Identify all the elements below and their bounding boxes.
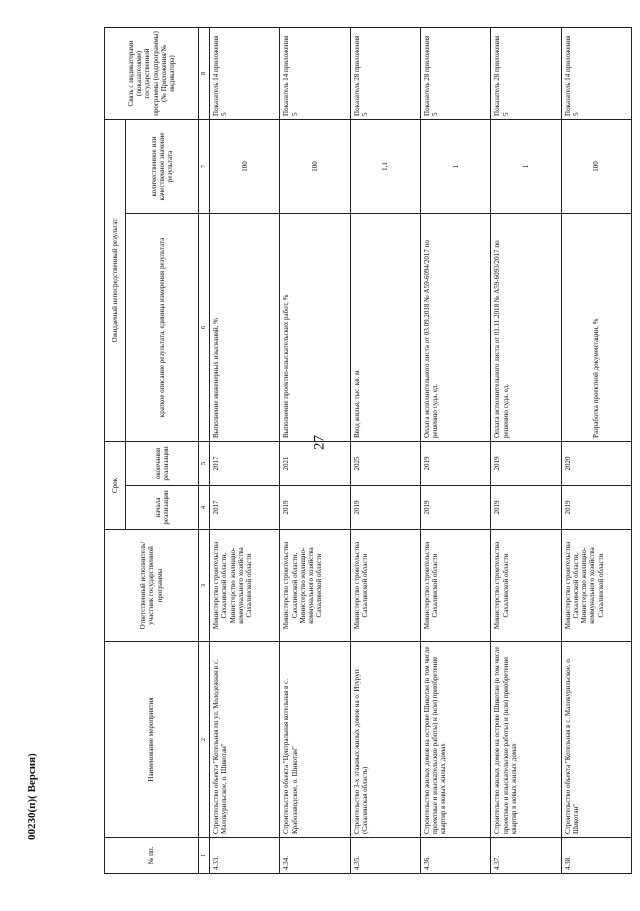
column-number: 2 xyxy=(199,642,210,838)
row-name: Строительство 3-х этажных жилых домов на о. Итуруп (Сахалинская область) xyxy=(350,642,420,838)
row-result-value: 100 xyxy=(280,119,350,213)
table-row xyxy=(420,27,490,873)
header-responsible: Ответственный исполнитель/участник государственной программы xyxy=(105,530,199,642)
table-row xyxy=(561,27,631,873)
document-footer: 00230(п)( Версия) xyxy=(26,753,38,840)
column-number: 7 xyxy=(199,119,210,213)
row-num: 4.37. xyxy=(491,838,561,874)
table-row xyxy=(350,27,420,873)
activities-table xyxy=(104,27,632,874)
row-responsible: Министерство строительства Сахалинской области xyxy=(350,530,420,642)
row-link: Показатель 28 приложения 5 xyxy=(491,27,561,119)
row-result-value: 100 xyxy=(210,119,280,213)
header-result-desc: краткое описание результата, единица измерения результата xyxy=(126,213,199,441)
row-link: Показатель 14 приложения 5 xyxy=(561,27,631,119)
row-end: 2020 xyxy=(561,441,631,485)
table-row xyxy=(210,27,280,873)
row-result-desc: Оплата исполнительного листа от 03.09.2018 № А59-6094/2017 по решению суда, ед. xyxy=(420,213,490,441)
row-name: Строительство жилых домов на острове Шикотан (в том числе проектные и изыскательские работы) и (или) приобретение квартир в новых жилых домах xyxy=(420,642,490,838)
row-result-desc: Ввод жилья, тыс. кв. м xyxy=(350,213,420,441)
row-start: 2019 xyxy=(350,486,420,530)
header-name: Наименование мероприятия xyxy=(105,642,199,838)
row-result-value: 100 xyxy=(561,119,631,213)
column-number: 4 xyxy=(199,486,210,530)
row-responsible: Министерство строительства Сахалинской области, Министерство жилищно-коммунального хозяйства Сахалинской области xyxy=(561,530,631,642)
row-start: 2019 xyxy=(561,486,631,530)
row-result-value: 1,1 xyxy=(350,119,420,213)
row-name: Строительство объекта "Котельная по ул. Молодежная в с. Малокурильское, о. Шикотан" xyxy=(210,642,280,838)
column-number: 1 xyxy=(199,838,210,874)
row-start: 2019 xyxy=(491,486,561,530)
header-term: Срок xyxy=(105,441,126,529)
row-result-value: 1 xyxy=(420,119,490,213)
table-row xyxy=(280,27,350,873)
row-num: 4.38. xyxy=(561,838,631,874)
row-end: 2017 xyxy=(210,441,280,485)
row-name: Строительство объекта "Котельная в с. Малокурильское, о. Шикотан" xyxy=(561,642,631,838)
rotated-table-container xyxy=(104,28,632,874)
row-end: 2021 xyxy=(280,441,350,485)
row-result-value: 1 xyxy=(491,119,561,213)
header-link: Связь с индикаторами (показателями) государственной программы (подпрограммы) (№ Приложения/№ индикатора) xyxy=(105,27,199,119)
row-end: 2019 xyxy=(420,441,490,485)
page-number: 27 xyxy=(311,435,328,450)
row-name: Строительство объекта "Центральная котельная в с. Крабозаводское, о. Шикотан" xyxy=(280,642,350,838)
row-name: Строительство жилых домов на острове Шикотан (в том числе проектные и изыскательские работы) и (или) приобретение квартир в новых жилых домах xyxy=(491,642,561,838)
row-result-desc: Разработка проектной документации, % xyxy=(561,213,631,441)
row-end: 2019 xyxy=(491,441,561,485)
row-result-desc: Выполнение проектно-изыскательских работ, % xyxy=(280,213,350,441)
row-responsible: Министерство строительства Сахалинской области, Министерство жилищно-коммунального хозяйства Сахалинской области xyxy=(280,530,350,642)
column-number: 8 xyxy=(199,27,210,119)
row-num: 4.34. xyxy=(280,838,350,874)
row-link: Показатель 14 приложения 5 xyxy=(210,27,280,119)
header-num: № пп. xyxy=(105,838,199,874)
row-result-desc: Оплата исполнительного листа от 01.11.2018 № А59-6093/2017 по решению суда, ед. xyxy=(491,213,561,441)
row-start: 2019 xyxy=(280,486,350,530)
row-link: Показатель 28 приложения 5 xyxy=(420,27,490,119)
row-start: 2017 xyxy=(210,486,280,530)
row-end: 2025 xyxy=(350,441,420,485)
header-result: Ожидаемый непосредственный результат xyxy=(105,119,126,441)
row-start: 2019 xyxy=(420,486,490,530)
header-end: окончания реализации xyxy=(126,441,199,485)
column-number: 3 xyxy=(199,530,210,642)
row-num: 4.36. xyxy=(420,838,490,874)
row-responsible: Министерство строительства Сахалинской области xyxy=(420,530,490,642)
column-number: 5 xyxy=(199,441,210,485)
row-responsible: Министерство строительства Сахалинской области, Министерство жилищно-коммунального хозяйства Сахалинской области xyxy=(210,530,280,642)
row-link: Показатель 28 приложения 5 xyxy=(350,27,420,119)
header-result-value: количественное или качественное значение результата xyxy=(126,119,199,213)
row-num: 4.35. xyxy=(350,838,420,874)
row-num: 4.33. xyxy=(210,838,280,874)
row-responsible: Министерство строительства Сахалинской области xyxy=(491,530,561,642)
table-row xyxy=(491,27,561,873)
row-result-desc: Выполнение инженерных изысканий, % xyxy=(210,213,280,441)
header-start: начала реализации xyxy=(126,486,199,530)
column-number: 6 xyxy=(199,213,210,441)
row-link: Показатель 14 приложения 5 xyxy=(280,27,350,119)
